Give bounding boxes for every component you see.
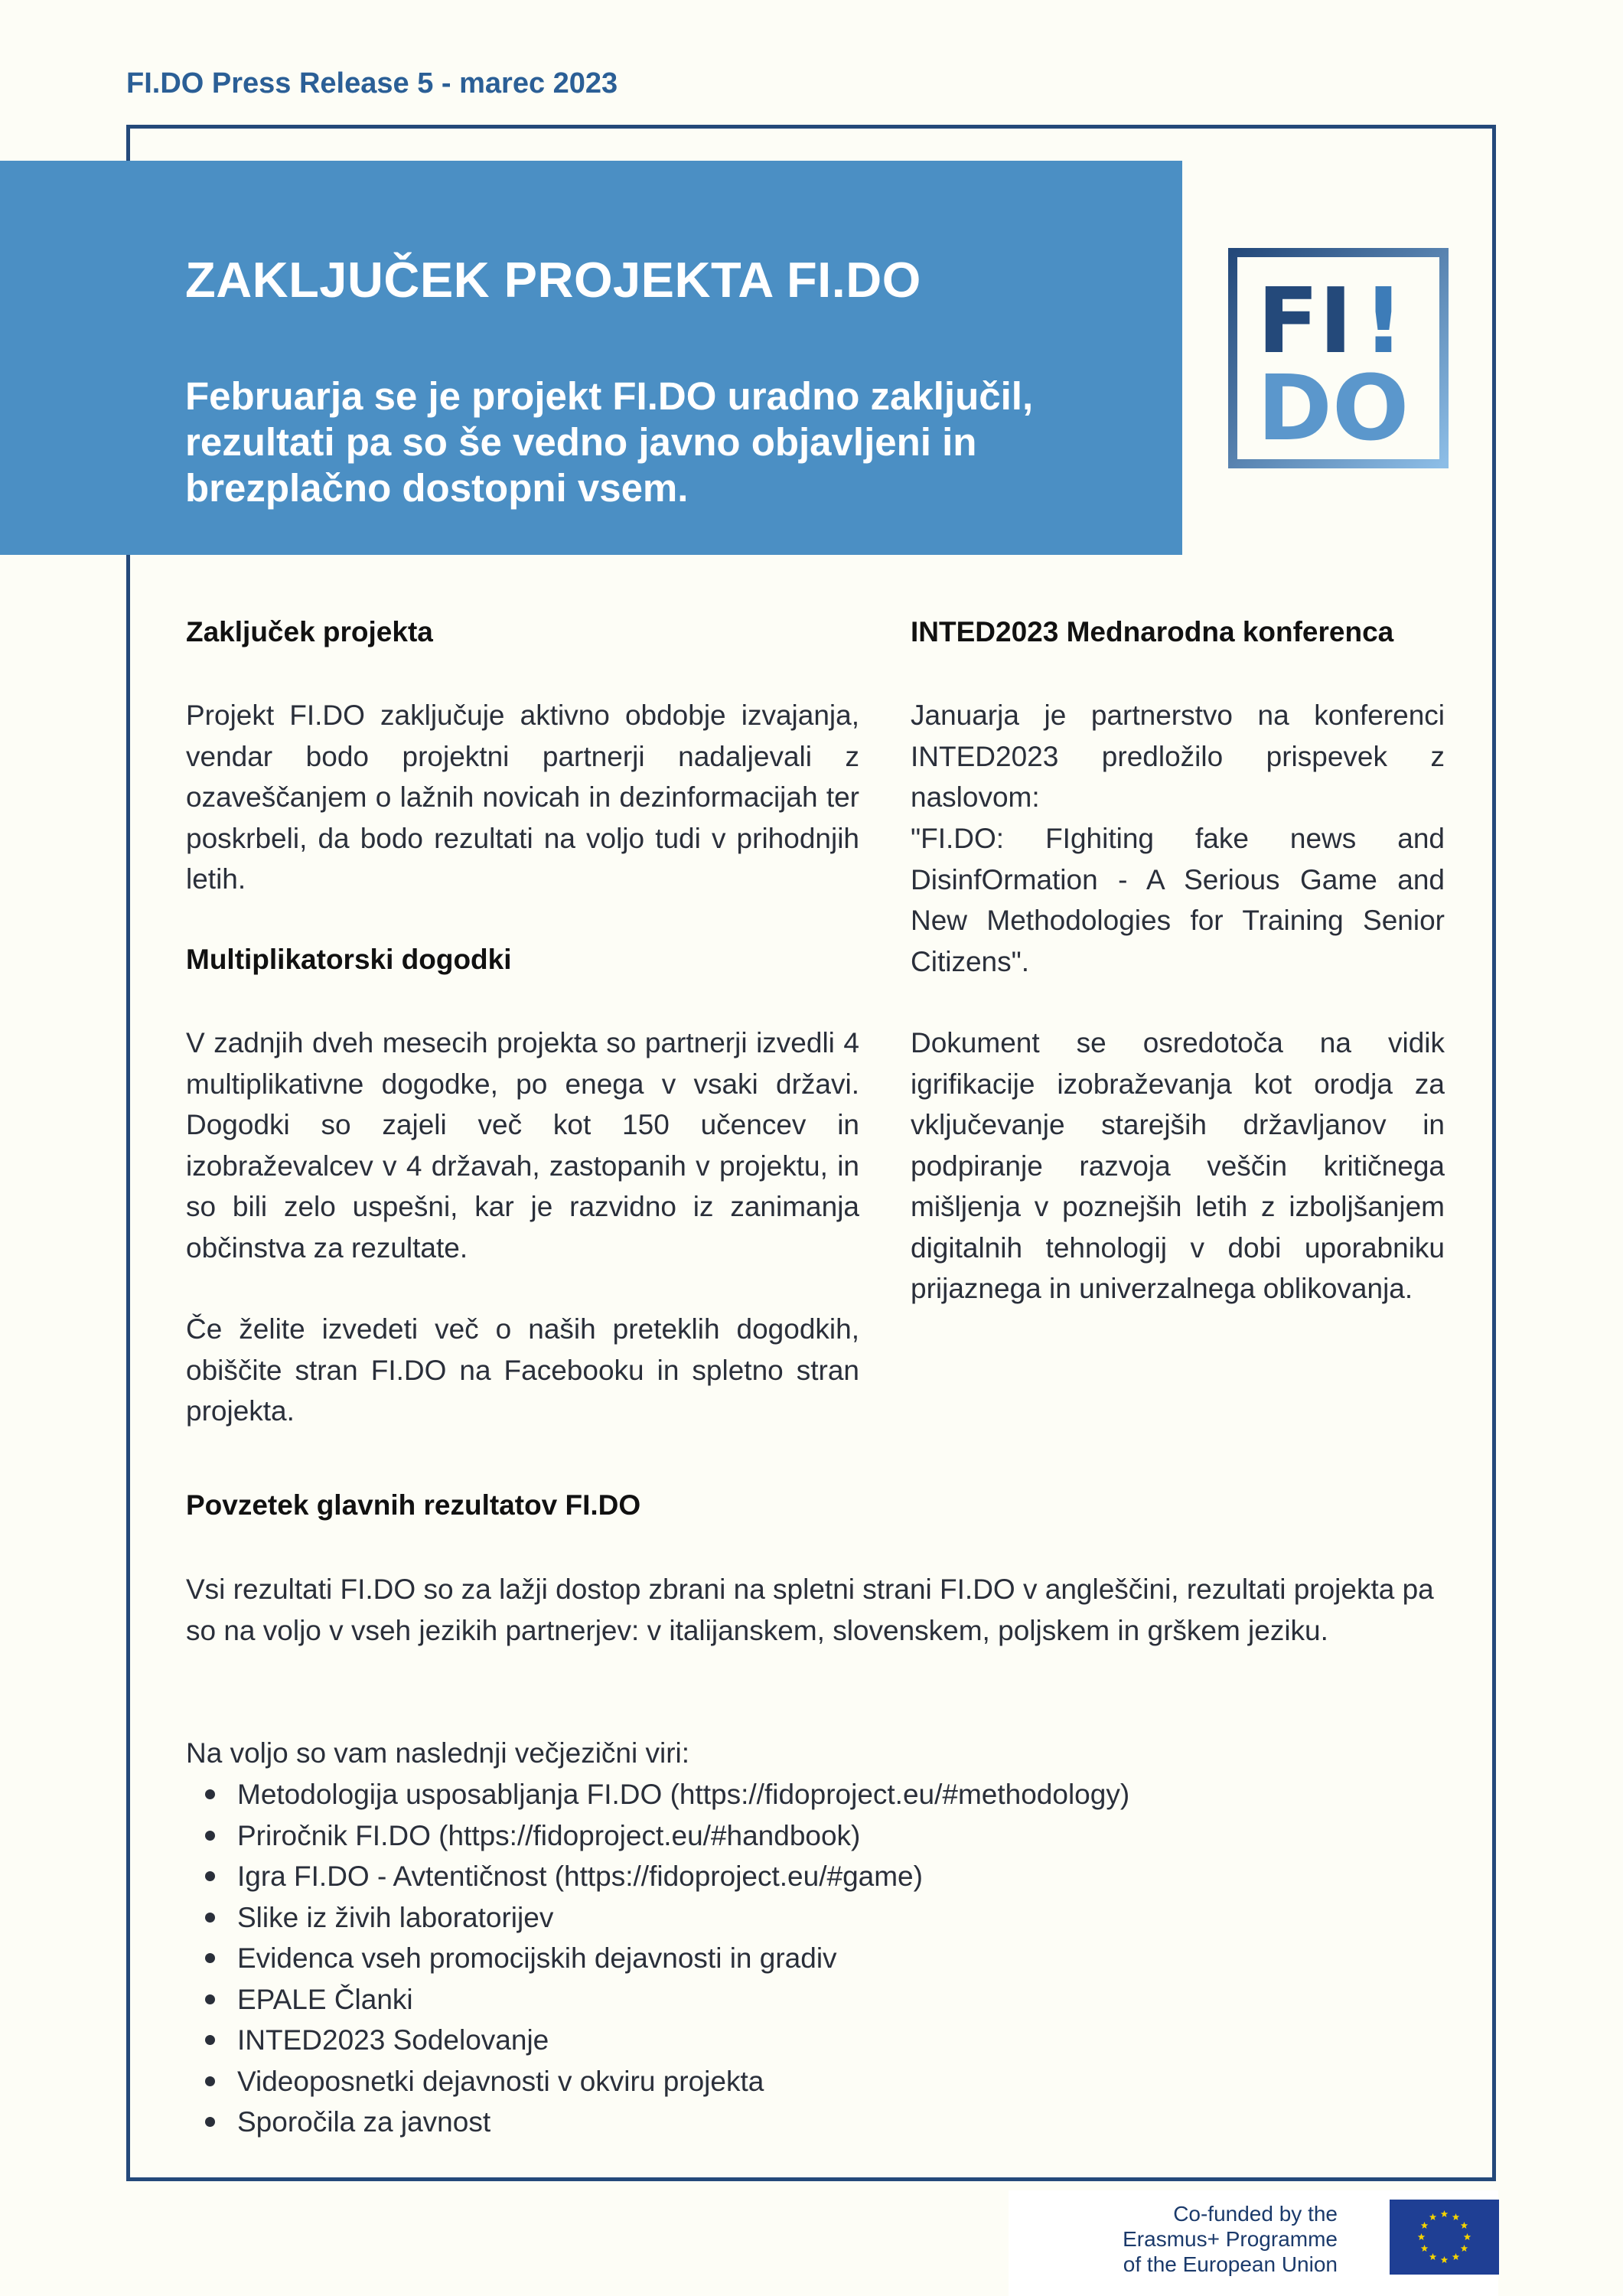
para-inted-title: "FI.DO: FIghiting fake news and DisinfOrmation - A Serious Game and New Methodologies for Training Senior Citizens".	[911, 823, 1445, 977]
bullet-icon	[205, 2035, 215, 2045]
release-label: FI.DO Press Release 5 - marec 2023	[126, 67, 618, 99]
fido-logo	[1227, 246, 1450, 470]
list-item-text: Sporočila za javnost	[237, 2106, 491, 2138]
page-subtitle: Februarja se je projekt FI.DO uradno zaključil, rezultati pa so še vedno javno objavljeni in brezplačno dostopni vsem.	[185, 374, 1034, 510]
list-item	[186, 2020, 1449, 2061]
bullet-icon	[205, 1953, 215, 1963]
eu-cofunding-text	[1123, 2201, 1338, 2277]
para-povzetek: Vsi rezultati FI.DO so za lažji dostop zbrani na spletni strani FI.DO v angleščini, rezultati projekta pa so na voljo v vseh jezikih partnerjev: v italijanskem, slovenskem, poljskem in grškem jeziku.	[186, 1574, 1434, 1646]
bullet-icon	[205, 1831, 215, 1841]
bullet-icon	[205, 2076, 215, 2086]
list-item	[186, 1938, 1449, 1979]
para-facebook: Če želite izvedeti več o naših preteklih dogodkih, obiščite stran FI.DO na Facebooku in spletno stran projekta.	[186, 1313, 859, 1427]
para-dokument: Dokument se osredotoča na vidik igrifikacije izobraževanja kot orodja za vključevanje starejših državljanov in podpiranje razvoja veščin kritičnega mišljenja v poznejših letih z izboljšanjem digitalnih tehnologij v dobi uporabniku prijaznega in univerzalnega oblikovanja.	[911, 1027, 1445, 1304]
list-item	[186, 1897, 1449, 1939]
list-item-text: Priročnik FI.DO (https://fidoproject.eu/#handbook)	[237, 1819, 861, 1851]
bullet-icon	[205, 1789, 215, 1799]
list-item	[186, 1815, 1449, 1857]
logo-bottom-text: DO	[1257, 355, 1410, 461]
list-item-text: Igra FI.DO - Avtentičnost (https://fidoproject.eu/#game)	[237, 1861, 923, 1892]
list-item	[186, 1856, 1449, 1897]
list-item-text: Metodologija usposabljanja FI.DO (https://fidoproject.eu/#methodology)	[237, 1779, 1130, 1810]
list-item-text: EPALE Članki	[237, 1983, 413, 2015]
heading-multiplikatorski: Multiplikatorski dogodki	[186, 944, 512, 975]
list-item-text: Videoposnetki dejavnosti v okviru projekta	[237, 2065, 764, 2097]
list-item-text: INTED2023 Sodelovanje	[237, 2024, 549, 2056]
para-zakljucek: Projekt FI.DO zaključuje aktivno obdobje izvajanja, vendar bodo projektni partnerji nadaljevali z ozaveščanjem o lažnih novicah in dezinformacijah ter poskrbeli, da bodo rezultati na voljo tudi v prihodnjih letih.	[186, 700, 859, 895]
cofunded-line-2: Erasmus+ Programme	[1123, 2227, 1338, 2251]
bullet-icon	[205, 2117, 215, 2127]
heading-povzetek: Povzetek glavnih rezultatov FI.DO	[186, 1489, 641, 1521]
heading-zakljucek: Zaključek projekta	[186, 616, 433, 647]
logo-top-text: FI	[1257, 268, 1353, 373]
list-item	[186, 1774, 1449, 1815]
eu-cofunding-box	[1009, 2190, 1498, 2296]
list-item	[186, 2102, 1449, 2143]
heading-inted: INTED2023 Mednarodna konferenca	[911, 616, 1394, 647]
list-item	[186, 1979, 1449, 2020]
eu-flag-icon	[1390, 2200, 1499, 2275]
logo-bang-text: !	[1363, 268, 1404, 373]
para-multiplikatorski: V zadnjih dveh mesecih projekta so partnerji izvedli 4 multiplikativne dogodke, po enega v vsaki državi. Dogodki so zajeli več kot 150 učencev in izobraževalcev v 4 državah, zastopanih v projektu, in so bili zelo uspešni, kar je razvidno iz zanimanja občinstva za rezultate.	[186, 1027, 859, 1264]
page-title: ZAKLJUČEK PROJEKTA FI.DO	[185, 252, 921, 308]
resources-intro: Na voljo so vam naslednji večjezični viri:	[186, 1737, 690, 1769]
list-item-text: Slike iz živih laboratorijev	[237, 1901, 554, 1933]
cofunded-line-1: Co-funded by the	[1173, 2202, 1338, 2226]
para-inted-intro: Januarja je partnerstvo na konferenci INTED2023 predložilo prispevek z naslovom:	[911, 700, 1445, 813]
bullet-icon	[205, 1913, 215, 1923]
title-banner	[0, 161, 1182, 555]
bullet-icon	[205, 1871, 215, 1881]
resources-list	[186, 1774, 1449, 2143]
bullet-icon	[205, 1994, 215, 2004]
list-item	[186, 2061, 1449, 2102]
cofunded-line-3: of the European Union	[1123, 2252, 1338, 2276]
list-item-text: Evidenca vseh promocijskih dejavnosti in gradiv	[237, 1942, 837, 1974]
